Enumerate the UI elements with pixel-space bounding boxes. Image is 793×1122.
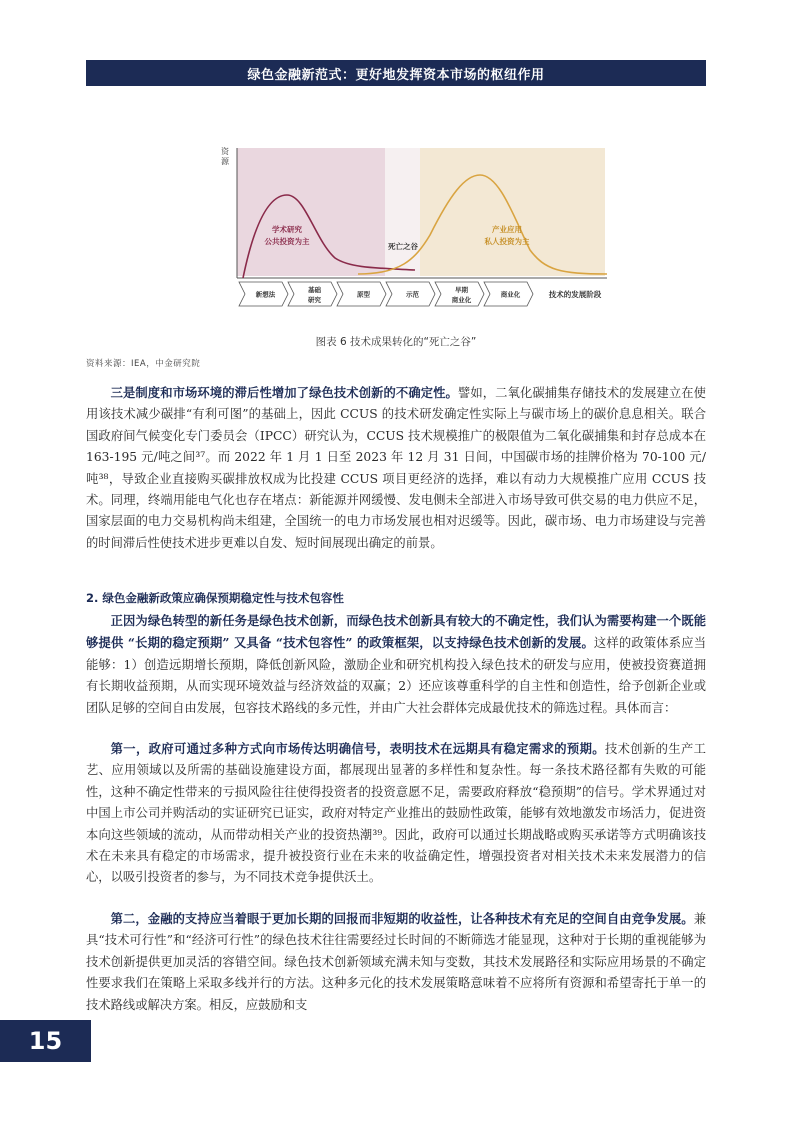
paragraph-4-lead: 第二，金融的支持应当着眼于更加长期的回报而非短期的收益性，让各种技术有充足的空间自由竞争发展。 <box>110 911 694 926</box>
paragraph-1 <box>86 382 706 554</box>
paragraph-1-body: 譬如，二氧化碳捕集存储技术的发展建立在使用该技术减少碳排“有利可图”的基础上，因此 CCUS 的技术研发确定性实际上与碳市场上的碳价息息相关。联合国政府间气候变化专门委员会（IPCC）研究认为，CCUS 技术规模推广的极限值为二氧化碳捕集和封存总成本在 163-195 元/吨之间³⁷。而 2022 年 1 月 1 日至 2023 年 12 月 31 日间，中国碳市场的挂牌价格为 70-100 元/吨³⁸，导致企业直接购买碳排放权成为比投建 CCUS 项目更经济的选择，难以有动力大规模推广应用 CCUS 技术。同理，终端用能电气化也存在堵点：新能源并网缓慢、发电侧未全部进入市场导致可供交易的电力供应不足，国家层面的电力交易机构尚未组建，全国统一的电力市场发展也相对迟缓等。因此，碳市场、电力市场建设与完善的时间滞后性使技术进步更难以自发、短时间展现出确定的前景。 <box>86 386 706 550</box>
industry-label-1: 产业应用 <box>492 225 522 234</box>
page-header <box>86 60 706 86</box>
industry-label-2: 私人投资为主 <box>484 237 530 246</box>
stage-label: 商业化 <box>500 290 521 299</box>
academic-region <box>237 148 385 276</box>
stage-label: 研究 <box>308 296 321 304</box>
valley-region <box>385 148 420 276</box>
paragraph-3-body: 技术创新的生产工艺、应用领域以及所需的基础设施建设方面，都展现出显著的多样性和复杂性。每一条技术路径都有失败的可能性，这种不确定性带来的亏损风险往往使得投资者的投资意愿不足，需要政府释放“稳预期”的信号。学术界通过对中国上市公司并购活动的实证研究已证实，政府对特定产业推出的鼓励性政策，能够有效地激发市场活力，促进资本向这些领域的流动，从而带动相关产业的投资热潮³⁹。因此，政府可以通过长期战略或购买承诺等方式明确该技术在未来具有稳定的市场需求，提升被投资行业在未来的收益确定性，增强投资者对相关技术未来发展潜力的信心，以吸引投资者的参与，为不同技术竞争提供沃土。 <box>86 742 706 885</box>
academic-label-1: 学术研究 <box>272 225 302 234</box>
figure-source: 资料来源：IEA，中金研究院 <box>86 359 201 369</box>
stage-label: 原型 <box>357 290 370 299</box>
page-number: 15 <box>0 1020 91 1062</box>
section-heading: 2. 绿色金融新政策应确保预期稳定性与技术包容性 <box>86 591 344 605</box>
stage-label: 基础 <box>308 286 321 294</box>
death-valley-figure <box>215 140 615 315</box>
paragraph-3-lead: 第一，政府可通过多种方式向市场传达明确信号，表明技术在远期具有稳定需求的预期。 <box>110 741 605 756</box>
y-axis-label-2: 源 <box>221 157 229 166</box>
paragraph-1-lead: 三是制度和市场环境的滞后性增加了绿色技术创新的不确定性。 <box>110 385 458 400</box>
x-axis-label: 技术的发展阶段 <box>548 290 602 299</box>
paragraph-3 <box>86 738 706 889</box>
paragraph-2-body: 这样的政策体系应当能够：1）创造远期增长预期，降低创新风险，激励企业和研究机构投入绿色技术的研发与应用，使被投资赛道拥有长期收益预期，从而实现环境效益与经济效益的双赢；2）还应该尊重科学的自主性和创造性，给予创新企业或团队足够的空间自由发展，包容技术路线的多元性，并由广大社会群体完成最优技术的筛选过程。具体而言： <box>86 636 706 715</box>
paragraph-2-lead: 正因为绿色转型的新任务是绿色技术创新，而绿色技术创新具有较大的不确定性，我们认为需要构建一个既能够提供 “长期的稳定预期” 又具备 “技术包容性” 的政策框架，以支持绿色技术创新的发展。 <box>86 613 706 651</box>
stage-label: 早期 <box>455 286 468 294</box>
academic-label-2: 公共投资为主 <box>264 237 310 246</box>
stage-label: 新想法 <box>255 290 276 299</box>
figure-caption: 图表 6 技术成果转化的“死亡之谷” <box>315 336 477 348</box>
paragraph-4-body: 兼具“技术可行性”和“经济可行性”的绿色技术往往需要经过长时间的不断筛选才能显现，这种对于长期的重视能够为技术创新提供更加灵活的容错空间。绿色技术创新领域充满未知与变数，其技术发展路径和实际应用场景的不确定性要求我们在策略上采取多线并行的方法。这种多元化的技术发展策略意味着不应将所有资源和希望寄托于单一的技术路线或解决方案。相反，应鼓励和支 <box>86 912 706 1012</box>
paragraph-2 <box>86 610 706 719</box>
y-axis-label-1: 资 <box>221 147 229 156</box>
header-title: 绿色金融新范式：更好地发挥资本市场的枢纽作用 <box>247 67 545 83</box>
stage-chevrons <box>239 282 533 306</box>
stage-label: 商业化 <box>451 296 472 304</box>
valley-label: 死亡之谷 <box>388 242 418 251</box>
stage-label: 示范 <box>406 290 419 299</box>
paragraph-4 <box>86 908 706 1016</box>
